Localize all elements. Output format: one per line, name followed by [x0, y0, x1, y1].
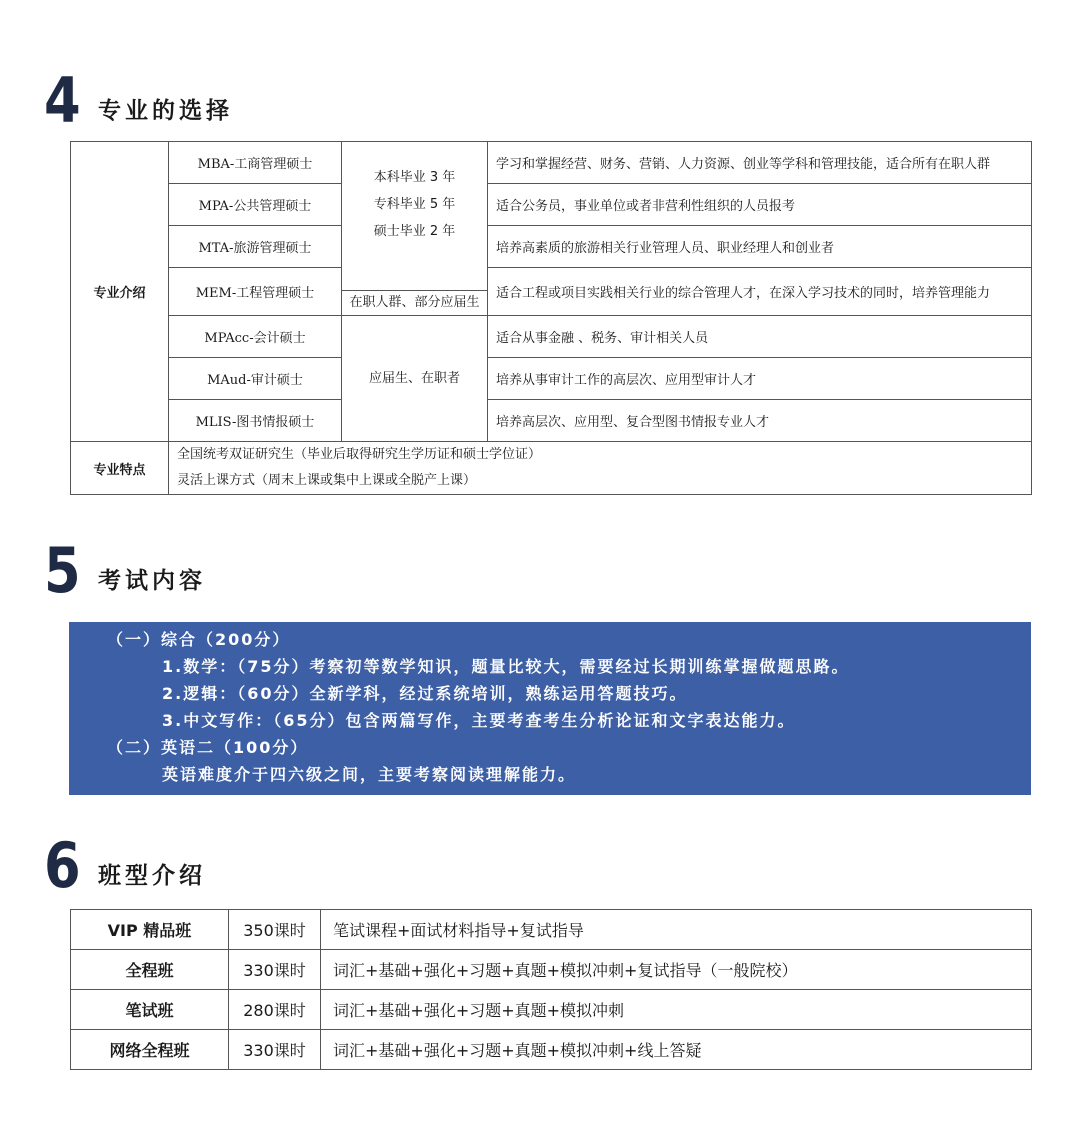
section-5-heading: [44, 534, 206, 607]
program-desc: 培养高素质的旅游相关行业管理人员、职业经理人和创业者: [488, 226, 1032, 268]
class-content: 词汇+基础+强化+习题+真题+模拟冲刺+复试指导（一般院校）: [321, 950, 1032, 990]
program-desc: 学习和掌握经营、财务、营销、人力资源、创业等学科和管理技能，适合所有在职人群: [488, 142, 1032, 184]
exam-line: 1.数学：（75分）考察初等数学知识，题量比较大，需要经过长期训练掌握做题思路。: [162, 657, 850, 676]
table-row: [71, 142, 1032, 184]
program-name: MLIS-图书情报硕士: [169, 400, 342, 442]
requirement-a-line: 专科毕业 5 年: [373, 197, 456, 213]
table-row: [71, 400, 1032, 442]
section-4-number: 4: [44, 64, 81, 137]
program-table: [70, 141, 1032, 495]
class-hours: 330课时: [229, 1030, 321, 1070]
class-content: 词汇+基础+强化+习题+真题+模拟冲刺: [321, 990, 1032, 1030]
exam-line: 英语难度介于四六级之间，主要考察阅读理解能力。: [162, 765, 577, 784]
class-name: VIP 精品班: [71, 910, 229, 950]
class-hours: 280课时: [229, 990, 321, 1030]
exam-content-box: [69, 622, 1031, 795]
exam-line: （二）英语二（100分）: [107, 738, 309, 757]
table-row: [71, 316, 1032, 358]
class-content: 词汇+基础+强化+习题+真题+模拟冲刺+线上答疑: [321, 1030, 1032, 1070]
feature-line: 灵活上课方式（周末上课或集中上课或全脱产上课）: [177, 473, 477, 488]
exam-line: （一）综合（200分）: [107, 630, 291, 649]
class-name: 全程班: [71, 950, 229, 990]
features-label: 专业特点: [71, 442, 169, 495]
class-name: 网络全程班: [71, 1030, 229, 1070]
program-name: MPAcc-会计硕士: [169, 316, 342, 358]
section-5-title: 考试内容: [98, 567, 206, 594]
program-desc: 培养从事审计工作的高层次、应用型审计人才: [488, 358, 1032, 400]
program-desc: 适合从事金融 、税务、审计相关人员: [488, 316, 1032, 358]
section-4-title: 专业的选择: [98, 97, 233, 124]
exam-line: 2.逻辑：（60分）全新学科，经过系统培训，熟练运用答题技巧。: [162, 684, 688, 703]
section-6-title: 班型介绍: [98, 862, 206, 889]
table-row: [71, 950, 1032, 990]
section-6-number: 6: [44, 829, 81, 902]
program-name: MEM-工程管理硕士: [169, 268, 342, 316]
program-name: MAud-审计硕士: [169, 358, 342, 400]
program-desc: 适合工程或项目实践相关行业的综合管理人才，在深入学习技术的同时，培养管理能力: [488, 268, 1032, 316]
requirement-a: [342, 142, 488, 268]
section-4-heading: [44, 64, 233, 137]
table-row: [71, 184, 1032, 226]
features-cell: [169, 442, 1032, 495]
requirement-b-cell: [342, 268, 488, 316]
table-row: [71, 910, 1032, 950]
table-row: [71, 442, 1032, 495]
program-name: MBA-工商管理硕士: [169, 142, 342, 184]
table-row: [71, 268, 1032, 316]
table-row: [71, 990, 1032, 1030]
requirement-a-line: 本科毕业 3 年: [373, 170, 456, 186]
requirement-b: 在职人群、部分应届生: [342, 290, 487, 315]
table-row: [71, 1030, 1032, 1070]
exam-line: 3.中文写作：（65分）包含两篇写作，主要考查考生分析论证和文字表达能力。: [162, 711, 796, 730]
requirement-a-line: 硕士毕业 2 年: [373, 224, 456, 240]
table-row: [71, 358, 1032, 400]
program-name: MTA-旅游管理硕士: [169, 226, 342, 268]
section-6-heading: [44, 829, 206, 902]
program-desc: 适合公务员，事业单位或者非营利性组织的人员报考: [488, 184, 1032, 226]
program-desc: 培养高层次、应用型、复合型图书情报专业人才: [488, 400, 1032, 442]
table-row: [71, 226, 1032, 268]
class-table: [70, 909, 1032, 1070]
class-hours: 350课时: [229, 910, 321, 950]
class-content: 笔试课程+面试材料指导+复试指导: [321, 910, 1032, 950]
feature-line: 全国统考双证研究生（毕业后取得研究生学历证和硕士学位证）: [177, 447, 542, 462]
section-5-number: 5: [44, 534, 81, 607]
class-hours: 330课时: [229, 950, 321, 990]
requirement-c: 应届生、在职者: [342, 316, 488, 442]
program-name: MPA-公共管理硕士: [169, 184, 342, 226]
intro-label: 专业介绍: [71, 142, 169, 442]
class-name: 笔试班: [71, 990, 229, 1030]
